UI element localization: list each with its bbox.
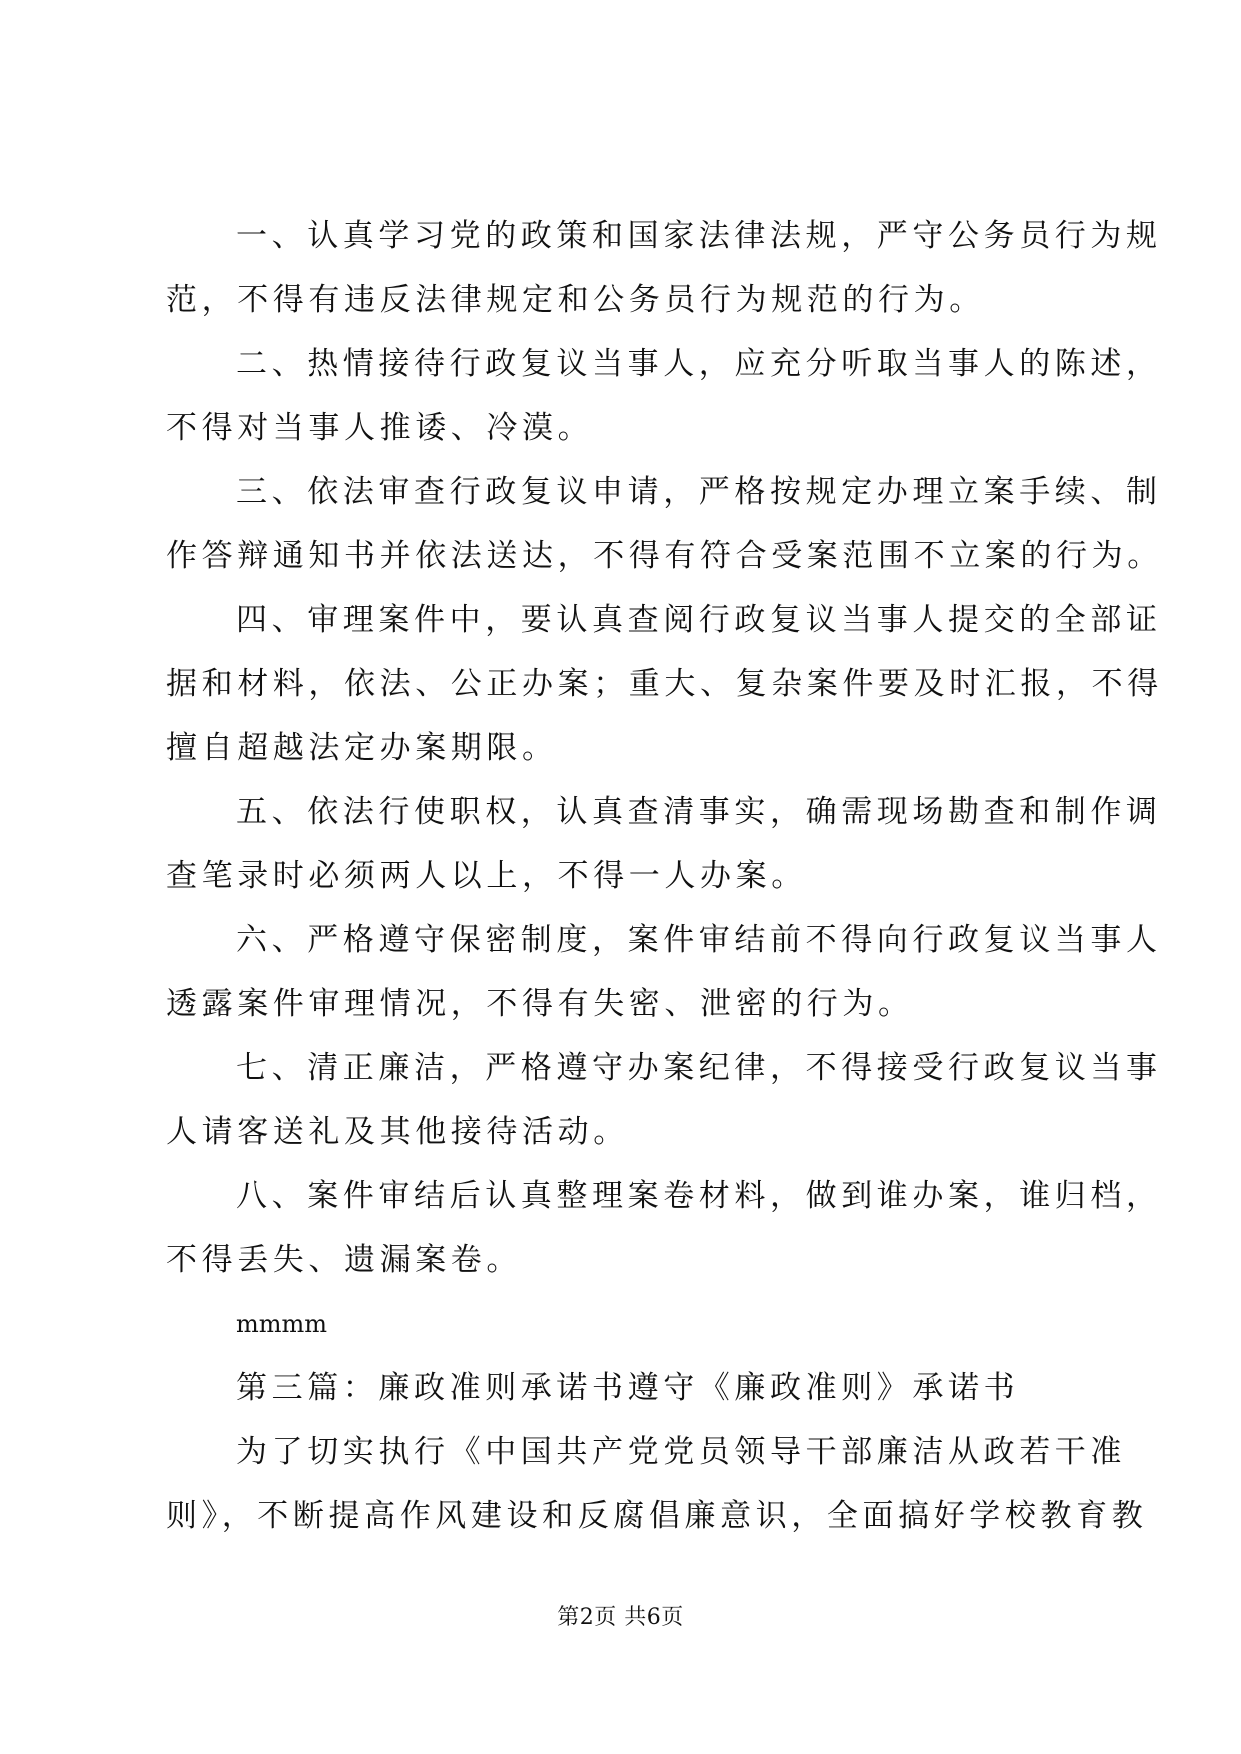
paragraph-6-line-1: 六、严格遵守保密制度，案件审结前不得向行政复议当事人 xyxy=(236,922,1162,958)
page-number-footer: 第2页 共6页 xyxy=(557,1605,684,1630)
paragraph-5-line-2: 查笔录时必须两人以上，不得一人办案。 xyxy=(166,858,807,894)
paragraph-3-line-2: 作答辩通知书并依法送达，不得有符合受案范围不立案的行为。 xyxy=(166,538,1163,574)
paragraph-1-line-1: 一、认真学习党的政策和国家法律法规，严守公务员行为规 xyxy=(236,218,1162,254)
paragraph-4-line-1: 四、审理案件中，要认真查阅行政复议当事人提交的全部证 xyxy=(236,602,1162,638)
paragraph-1-line-2: 范，不得有违反法律规定和公务员行为规范的行为。 xyxy=(166,282,985,318)
paragraph-6-line-2: 透露案件审理情况，不得有失密、泄密的行为。 xyxy=(166,986,914,1022)
paragraph-4-line-3: 擅自超越法定办案期限。 xyxy=(166,730,558,766)
paragraph-9-line-1: 为了切实执行《中国共产党党员领导干部廉洁从政若干准 xyxy=(236,1434,1126,1470)
paragraph-5-line-1: 五、依法行使职权，认真查清事实，确需现场勘查和制作调 xyxy=(236,794,1162,830)
paragraph-7-line-1: 七、清正廉洁，严格遵守办案纪律，不得接受行政复议当事 xyxy=(236,1050,1162,1086)
separator-text: mmmm xyxy=(236,1310,328,1338)
paragraph-9-line-2: 则》，不断提高作风建设和反腐倡廉意识，全面搞好学校教育教 xyxy=(166,1498,1148,1534)
paragraph-7-line-2: 人请客送礼及其他接待活动。 xyxy=(166,1114,629,1150)
paragraph-8-line-2: 不得丢失、遗漏案卷。 xyxy=(166,1242,522,1278)
paragraph-3-line-1: 三、依法审查行政复议申请，严格按规定办理立案手续、制 xyxy=(236,474,1162,510)
paragraph-8-line-1: 八、案件审结后认真整理案卷材料，做到谁办案，谁归档， xyxy=(236,1178,1162,1214)
paragraph-2-line-1: 二、热情接待行政复议当事人，应充分听取当事人的陈述， xyxy=(236,346,1162,382)
paragraph-4-line-2: 据和材料，依法、公正办案；重大、复杂案件要及时汇报，不得 xyxy=(166,666,1163,702)
section-heading: 第三篇：廉政准则承诺书遵守《廉政准则》承诺书 xyxy=(236,1370,1020,1406)
paragraph-2-line-2: 不得对当事人推诿、冷漠。 xyxy=(166,410,594,446)
